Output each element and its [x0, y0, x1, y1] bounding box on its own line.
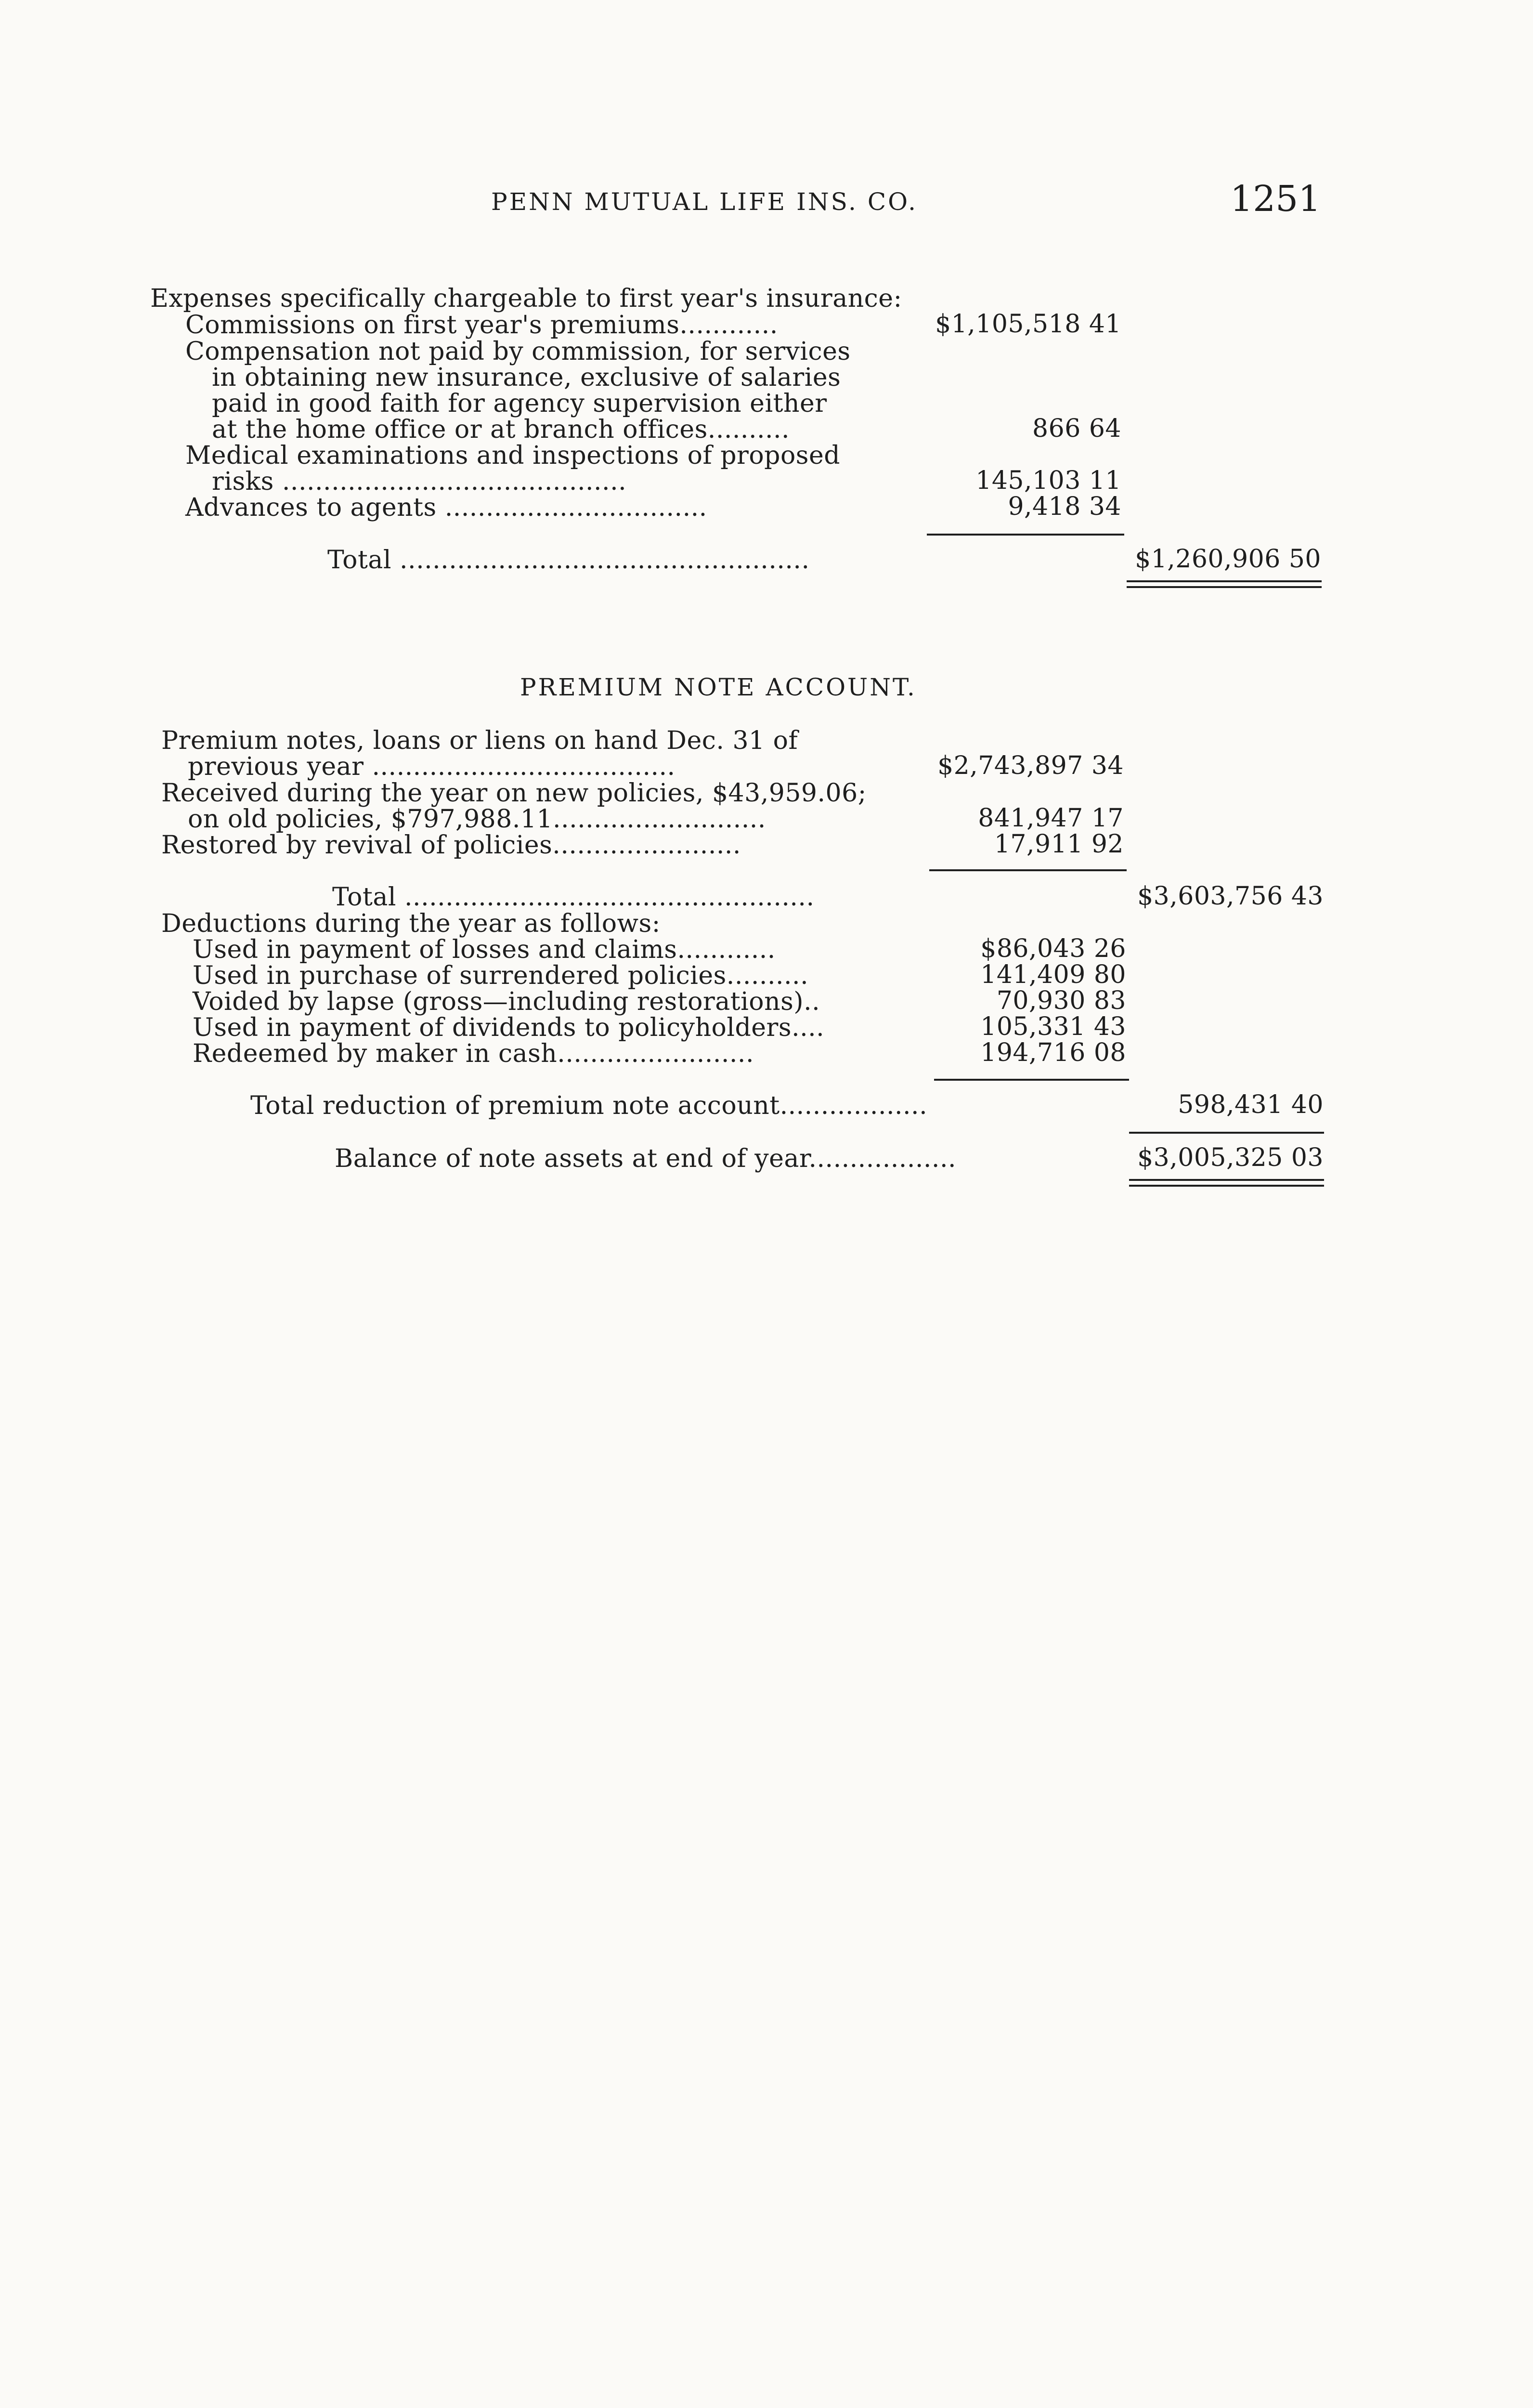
- amount-previous-year: $2,743,897 34: [937, 751, 1124, 780]
- note-line-received-1: Received during the year on new policies, $43,959.06;: [161, 779, 867, 808]
- expense-line-compensation-2: in obtaining new insurance, exclusive of salaries: [212, 363, 841, 392]
- amount-restored: 17,911 92: [994, 830, 1124, 859]
- amount-advances: 9,418 34: [1008, 492, 1121, 521]
- balance-rule: [1129, 1132, 1324, 1134]
- expense-line-medical-2: risks ..........................................: [212, 467, 627, 496]
- reduction-label: Total reduction of premium note account..................: [250, 1091, 928, 1120]
- note-line-hand: Premium notes, loans or liens on hand Dec. 31 of: [161, 726, 798, 755]
- amount-commissions: $1,105,518 41: [935, 310, 1121, 339]
- amount-received: 841,947 17: [978, 804, 1124, 833]
- expense-line-medical-1: Medical examinations and inspections of proposed: [185, 441, 841, 470]
- balance-double-rule: [1129, 1179, 1324, 1187]
- deduction-amount: 70,930 83: [996, 986, 1126, 1015]
- reduction-amount: 598,431 40: [1178, 1090, 1324, 1119]
- section-title: PREMIUM NOTE ACCOUNT.: [520, 673, 917, 701]
- deductions-heading: Deductions during the year as follows:: [161, 909, 661, 938]
- note-subtotal-rule: [929, 869, 1127, 871]
- deduction-label: Voided by lapse (gross—including restorations)..: [193, 987, 820, 1016]
- deduction-amount: 141,409 80: [980, 960, 1126, 989]
- running-title: PENN MUTUAL LIFE INS. CO.: [491, 188, 918, 216]
- balance-label: Balance of note assets at end of year..................: [335, 1144, 957, 1173]
- amount-compensation: 866 64: [1032, 414, 1121, 443]
- expenses-total-double-rule: [1127, 580, 1322, 588]
- deduction-label: Redeemed by maker in cash........................: [193, 1039, 754, 1068]
- expenses-subtotal-rule: [927, 534, 1124, 536]
- page-number: 1251: [1230, 178, 1321, 220]
- expenses-heading: Expenses specifically chargeable to first year's insurance:: [150, 284, 902, 313]
- deduction-label: Used in purchase of surrendered policies..........: [193, 961, 809, 990]
- note-line-restored: Restored by revival of policies.......................: [161, 831, 741, 860]
- expenses-total-label: Total ..................................................: [327, 546, 810, 575]
- deduction-amount: $86,043 26: [980, 934, 1126, 963]
- expense-line-advances: Advances to agents ................................: [185, 493, 707, 522]
- deduction-amount: 194,716 08: [980, 1038, 1126, 1067]
- expense-line-commissions: Commissions on first year's premiums............: [185, 311, 778, 340]
- deduction-label: Used in payment of dividends to policyholders....: [193, 1013, 825, 1042]
- deduction-label: Used in payment of losses and claims............: [193, 935, 776, 964]
- note-line-received-2: on old policies, $797,988.11..........................: [188, 805, 766, 834]
- expenses-total-amount: $1,260,906 50: [1135, 545, 1321, 574]
- note-total-label: Total ..................................................: [332, 883, 815, 912]
- note-total-amount: $3,603,756 43: [1137, 882, 1324, 911]
- expense-line-compensation-1: Compensation not paid by commission, for services: [185, 337, 851, 366]
- note-line-previous-year: previous year .....................................: [188, 752, 676, 781]
- deductions-subtotal-rule: [934, 1079, 1129, 1081]
- deduction-amount: 105,331 43: [980, 1012, 1126, 1041]
- expense-line-compensation-4: at the home office or at branch offices..........: [212, 415, 790, 444]
- expense-line-compensation-3: paid in good faith for agency supervision either: [212, 389, 827, 418]
- amount-medical: 145,103 11: [975, 466, 1121, 495]
- balance-amount: $3,005,325 03: [1137, 1143, 1324, 1172]
